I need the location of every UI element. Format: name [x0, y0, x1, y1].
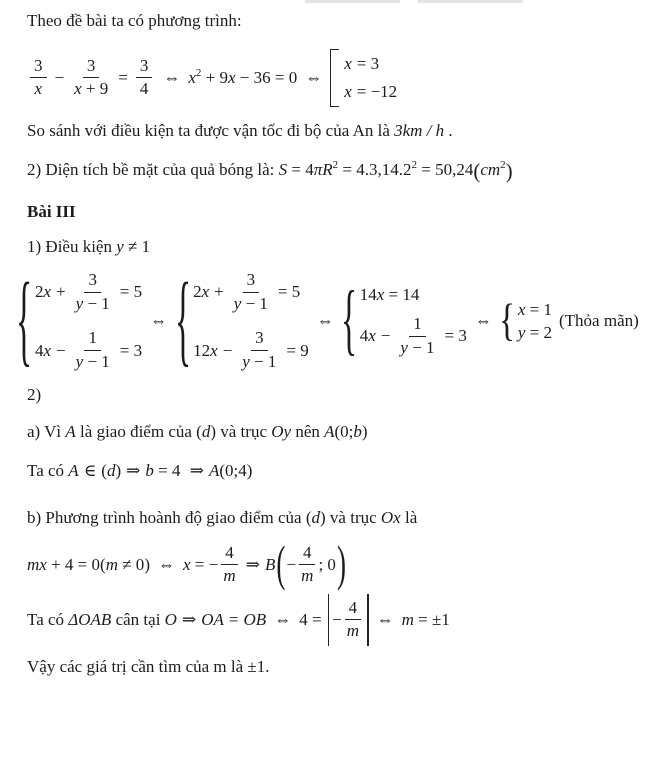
text: 2) Diện tích bề mặt của quả bóng là:: [27, 159, 279, 179]
math-token: O: [164, 609, 177, 629]
fraction: [74, 329, 112, 371]
math-token: 3: [83, 57, 100, 79]
case-row: [344, 82, 397, 102]
exponent: 2: [500, 158, 506, 171]
minus-sign: −: [286, 554, 296, 574]
math-token: −: [56, 340, 66, 360]
text: cân tại: [111, 609, 165, 629]
math-token: = 14: [384, 285, 420, 305]
line-part2: 2): [27, 384, 42, 404]
math-token: 4: [359, 326, 369, 346]
math-token: = 3: [444, 326, 467, 346]
math-token: y: [242, 352, 250, 372]
math-token: cm: [480, 159, 501, 179]
iff-symbol: ⇔: [316, 311, 334, 331]
math-token: x: [43, 282, 52, 302]
math-token: = 3: [119, 340, 143, 360]
case-row: [344, 54, 397, 74]
fraction: [232, 271, 270, 313]
math-token: 3: [136, 57, 153, 79]
math-token: x: [182, 554, 191, 574]
text: b) Phương trình hoành độ giao điểm của: [27, 507, 306, 527]
text: là: [400, 507, 418, 527]
line-condition: [27, 236, 644, 259]
math-token: m: [27, 554, 40, 574]
math-token: 3: [251, 329, 268, 351]
text: a) Vì: [27, 421, 66, 441]
big-open-paren: (: [276, 536, 286, 592]
math-token: 4: [221, 544, 238, 566]
system-3: [341, 277, 467, 366]
math-token: 3: [84, 271, 101, 293]
curly-brace-glyph: {: [499, 296, 516, 347]
math-token: [74, 351, 112, 372]
system-equations-line: [16, 265, 644, 378]
text: nên: [291, 421, 325, 441]
math-token: y: [233, 293, 242, 313]
math-token: x: [368, 326, 376, 346]
math-token: (0;: [334, 421, 354, 441]
math-token: = 5: [119, 282, 143, 302]
math-token: − 1: [407, 337, 435, 357]
math-token: y: [75, 293, 84, 313]
math-token: 4: [299, 544, 316, 566]
math-token: x: [376, 285, 385, 305]
system-solution: [499, 296, 553, 347]
math-token: ): [144, 554, 150, 574]
math-token: = 2: [525, 322, 553, 342]
square-bracket: [330, 49, 339, 107]
math-token: −: [222, 340, 233, 360]
iff-symbol: ⇔: [305, 67, 323, 87]
text: So sánh với điều kiện ta được vận tốc đi bộ của An là: [27, 120, 395, 140]
math-token: − 1: [241, 293, 268, 313]
math-token: = 9: [286, 340, 309, 360]
math-token: m: [301, 566, 314, 586]
triangle-oab: ΔOAB: [68, 609, 112, 629]
exponent: 2: [411, 158, 417, 171]
math-token: x: [201, 282, 210, 302]
math-token: = 5: [277, 282, 301, 302]
math-token: 1: [409, 315, 426, 337]
fraction-3-over-x: [30, 57, 47, 99]
math-token: 4 =: [299, 609, 322, 629]
math-token: = 1: [525, 299, 553, 319]
element-of-symbol: ∈: [83, 460, 97, 480]
line-a2: [27, 460, 644, 483]
math-token: A: [324, 421, 335, 441]
minus-sign: −: [332, 609, 342, 629]
math-token: −: [380, 326, 391, 346]
cropped-text-artifact: [418, 0, 523, 3]
math-token: − 36 = 0: [235, 67, 298, 87]
math-token: d: [106, 460, 116, 480]
equation-row: [193, 329, 309, 371]
math-token: ≠ 0: [117, 554, 145, 574]
equation-row: [193, 271, 309, 313]
solution-cases: [330, 49, 397, 107]
math-token: y: [400, 337, 408, 357]
math-token: x: [227, 67, 236, 87]
text: 1) Điều kiện: [27, 237, 117, 257]
exponent: 2: [332, 158, 339, 171]
line-b: [27, 507, 644, 530]
math-token: 1: [84, 329, 101, 351]
math-token: R: [322, 159, 333, 179]
equation-b: [27, 536, 644, 592]
math-token: 2: [193, 282, 202, 302]
fraction: [398, 315, 436, 357]
math-token: y: [517, 322, 526, 342]
implies-symbol: ⇒: [181, 609, 197, 629]
math-token: A: [65, 421, 76, 441]
math-token: (: [196, 421, 202, 441]
math-token: y: [75, 352, 84, 372]
cases-column: [344, 54, 397, 102]
math-token: x: [517, 299, 526, 319]
curly-brace: [341, 277, 358, 366]
cropped-text-artifact: [305, 0, 400, 3]
math-token: x: [188, 67, 196, 87]
iff-symbol: ⇔: [163, 67, 181, 87]
text: và trục: [325, 507, 381, 527]
math-token: = −12: [356, 81, 398, 101]
close-paren: ): [505, 158, 513, 183]
math-token: [74, 293, 112, 314]
math-token: m: [401, 609, 414, 629]
math-token: = 4: [153, 460, 185, 480]
math-token: = 3: [356, 53, 380, 73]
equation-row: [35, 271, 142, 313]
math-token: x: [74, 79, 82, 99]
math-token: ): [210, 421, 217, 441]
math-token: OA = OB: [201, 609, 267, 629]
line-intro: Theo đề bài ta có phương trình:: [27, 11, 242, 30]
equation-row: [360, 285, 467, 305]
math-token: ): [320, 507, 326, 527]
math-token: m: [346, 621, 360, 641]
equation-oab: [27, 594, 644, 646]
math-token: (: [305, 507, 312, 527]
math-token: A: [68, 460, 79, 480]
line-compare: [27, 120, 644, 143]
section-heading: Bài III: [27, 202, 76, 222]
system-rows: [518, 300, 552, 343]
iff-symbol: ⇔: [150, 311, 168, 331]
minus-sign: −: [54, 67, 65, 87]
iff-symbol: ⇔: [474, 311, 492, 331]
math-token: +: [56, 282, 66, 302]
math-token: 4: [35, 340, 44, 360]
math-token: [398, 337, 436, 358]
abs-bar: [328, 594, 330, 646]
math-token: = −: [190, 554, 219, 574]
line-a: [27, 421, 644, 444]
math-token: − 1: [249, 352, 277, 372]
abs-bar: [367, 594, 369, 646]
pi-symbol: π: [313, 159, 323, 179]
math-token: x: [39, 554, 47, 574]
system-2: [174, 265, 309, 378]
math-token: S: [278, 159, 288, 179]
math-token: Ox: [380, 507, 401, 527]
system-rows: [360, 285, 467, 357]
math-token: (0;4): [219, 460, 253, 480]
math-token: b: [145, 460, 154, 480]
math-token: = 50,24: [416, 159, 474, 179]
implies-symbol: ⇒: [189, 460, 204, 480]
math-token: = 4: [287, 159, 314, 179]
math-token: [240, 351, 278, 372]
math-run: [27, 610, 177, 630]
iff-symbol: ⇔: [157, 554, 175, 574]
big-close-paren: ): [336, 536, 346, 592]
curly-brace-glyph: {: [341, 277, 358, 366]
math-token: ≠ 1: [123, 237, 151, 257]
fraction-4-over-m: [221, 544, 238, 586]
math-token: +: [214, 282, 224, 302]
math-token: + 9: [81, 79, 109, 99]
implies-symbol: ⇒: [245, 554, 260, 574]
equals-sign: =: [118, 67, 128, 87]
math-token: x: [344, 81, 352, 101]
line-final: Vậy các giá trị cần tìm của m là ±1.: [27, 656, 270, 676]
curly-brace: [174, 265, 191, 378]
curly-brace: [499, 296, 516, 347]
math-run: [183, 555, 218, 575]
math-token: x: [210, 340, 218, 360]
math-token: 3: [243, 271, 260, 293]
math-token: ; 0: [318, 554, 336, 574]
math-token: (: [100, 554, 106, 574]
math-token: − 1: [83, 352, 110, 372]
math-token: y: [116, 237, 124, 257]
fraction-4-over-m: [299, 544, 316, 586]
math-token: d: [311, 507, 320, 527]
iff-symbol: ⇔: [376, 609, 394, 629]
math-token: 3: [30, 57, 47, 79]
math-token: b: [353, 421, 362, 441]
curly-brace-glyph: {: [174, 265, 191, 378]
math-token: 14: [359, 285, 377, 305]
math-token: B: [264, 554, 276, 574]
text: Ta có: [27, 609, 69, 629]
math-token: m: [105, 554, 118, 574]
text: là giao điểm của: [75, 421, 197, 441]
math-token: 4: [345, 599, 362, 621]
math-token: [232, 293, 270, 314]
fraction-4-over-m: [345, 599, 362, 641]
fraction-3-over-4: [136, 57, 153, 99]
math-token: = ±1: [413, 609, 450, 629]
math-token: = 4.3,14.2: [338, 159, 412, 179]
system-1: [16, 265, 143, 378]
curly-brace: [16, 265, 33, 378]
text: Ta có: [27, 460, 69, 480]
satisfied-note: (Thỏa mãn): [559, 311, 639, 331]
implies-symbol: ⇒: [126, 460, 141, 480]
math-token: 3km / h: [394, 120, 445, 140]
line-ball-area: [27, 157, 644, 185]
system-rows: [35, 271, 142, 372]
text: .: [444, 120, 453, 140]
math-token: + 9: [201, 67, 228, 87]
equation-quadratic: [27, 49, 644, 107]
quadratic-expression: [188, 68, 297, 88]
equation-row: [360, 315, 467, 357]
text: và trục: [216, 421, 272, 441]
iff-symbol: ⇔: [274, 609, 292, 629]
math-token: x: [344, 53, 352, 73]
solution-row: [518, 300, 552, 320]
math-token: (: [101, 460, 107, 480]
fraction: [240, 329, 278, 371]
math-token: Oy: [271, 421, 292, 441]
open-paren: (: [473, 158, 481, 183]
math-token: A: [208, 460, 220, 480]
math-token: ): [361, 421, 368, 441]
math-run: [402, 610, 450, 630]
math-token: m: [223, 566, 236, 586]
equation-row: [35, 329, 142, 371]
math-token: 12: [193, 340, 211, 360]
math-token: ): [115, 460, 122, 480]
exponent: 2: [195, 66, 202, 79]
math-run: [27, 555, 150, 575]
math-token: d: [201, 421, 211, 441]
math-token: x: [43, 340, 52, 360]
fraction-3-over-x-plus-9: [72, 57, 110, 99]
system-rows: [193, 271, 309, 372]
math-token: − 1: [83, 293, 110, 313]
solution-row: [518, 323, 552, 343]
math-token: 2: [35, 282, 44, 302]
math-token: x: [34, 79, 43, 99]
math-token: + 4 = 0: [46, 554, 101, 574]
math-token: [72, 78, 110, 99]
math-token: 4: [139, 79, 149, 99]
curly-brace-glyph: {: [16, 265, 33, 378]
fraction: [74, 271, 112, 313]
